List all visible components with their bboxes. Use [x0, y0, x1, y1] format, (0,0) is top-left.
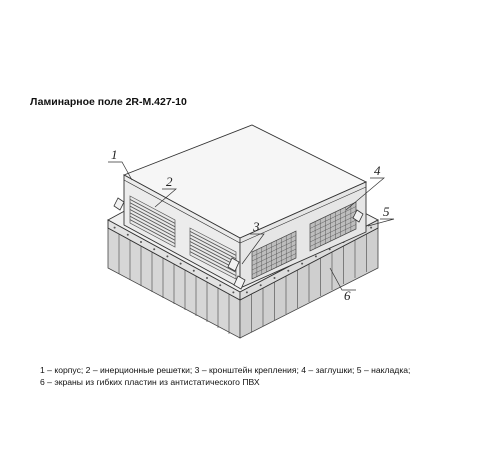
callout-4: 4 — [374, 163, 381, 178]
plate-bolt — [206, 277, 208, 279]
plate-bolt — [260, 284, 262, 286]
plate-bolt — [127, 234, 129, 236]
plate-bolt — [166, 255, 168, 257]
callout-2: 2 — [166, 174, 173, 189]
plate-bolt — [370, 227, 372, 229]
callout-6: 6 — [344, 288, 351, 303]
plate-bolt — [193, 270, 195, 272]
plate-bolt — [219, 284, 221, 286]
legend-line-2: 6 – экраны из гибких пластин из антистатического ПВХ — [40, 377, 260, 387]
callout-1: 1 — [111, 147, 118, 162]
diagram-title: Ламинарное поле 2R-M.427-10 — [30, 96, 187, 108]
plate-bolt — [246, 291, 248, 293]
callout-5: 5 — [383, 204, 390, 219]
plate-bolt — [315, 255, 317, 257]
plate-bolt — [153, 248, 155, 250]
plate-bolt — [232, 291, 234, 293]
legend-line-1: 1 – корпус; 2 – инерционные решетки; 3 – кронштейн крепления; 4 – заглушки; 5 – накладка; — [40, 365, 411, 375]
plate-bolt — [287, 270, 289, 272]
plate-bolt — [274, 277, 276, 279]
plate-bolt — [114, 227, 116, 229]
plate-bolt — [301, 263, 303, 265]
plate-bolt — [140, 241, 142, 243]
callout-3: 3 — [253, 219, 260, 234]
plate-bolt — [180, 263, 182, 265]
legend — [40, 364, 410, 388]
